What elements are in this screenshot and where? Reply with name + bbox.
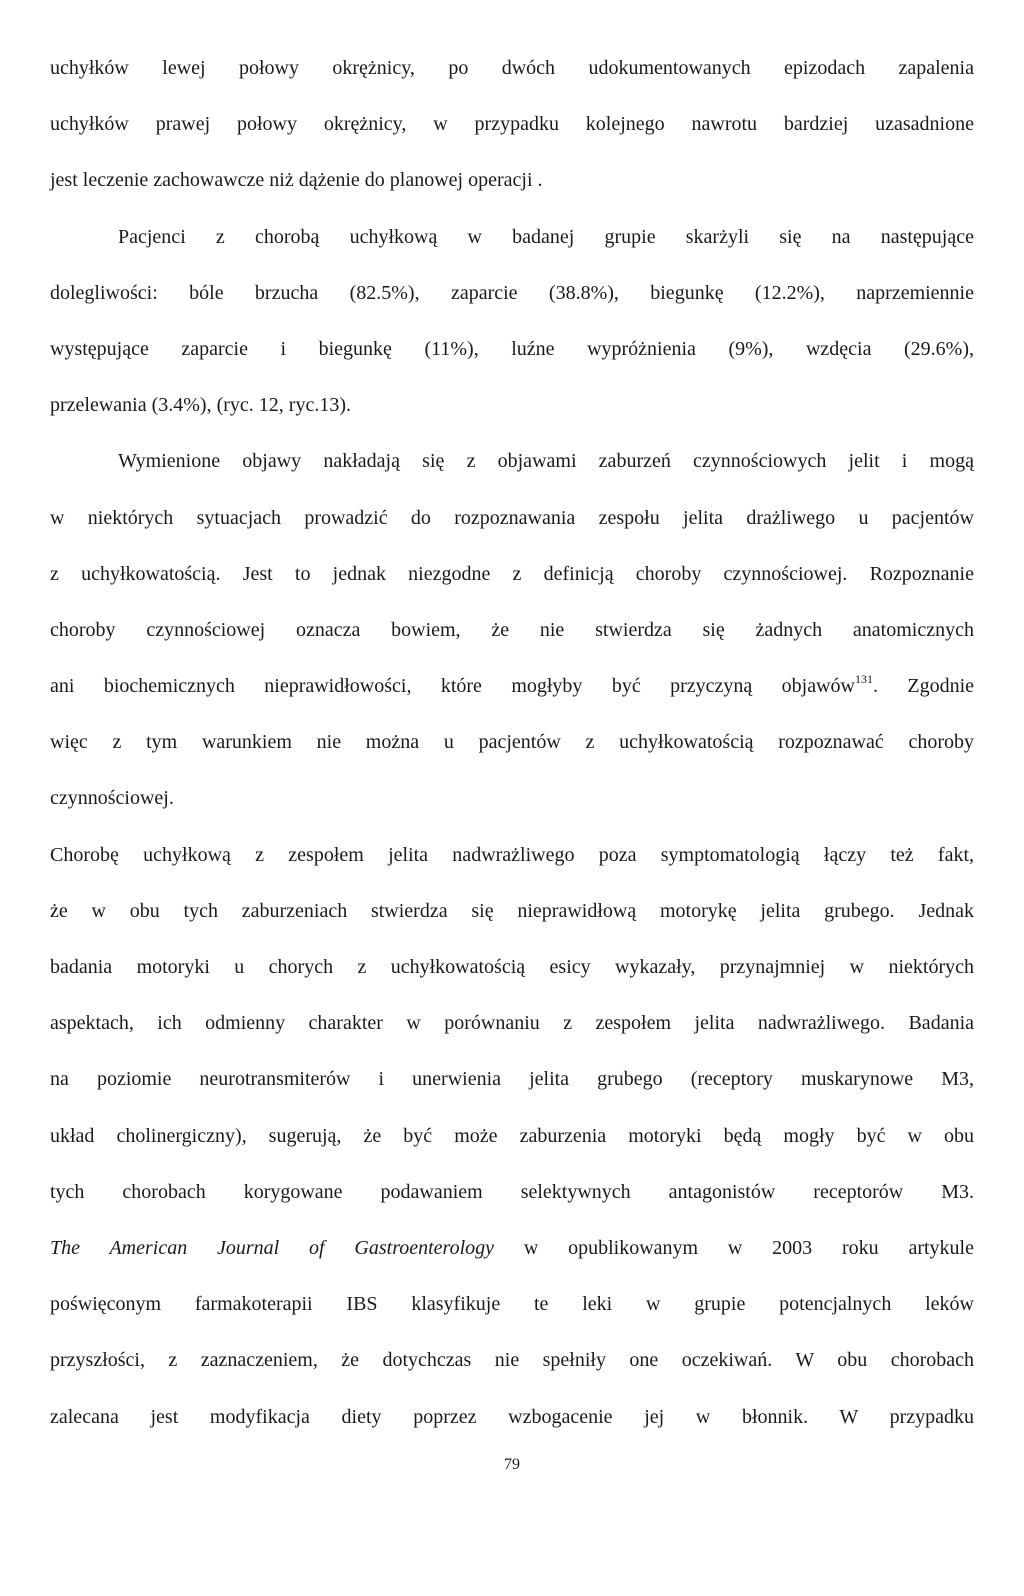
text-line: przelewania (3.4%), (ryc. 12, ryc.13). [50,394,351,417]
text-line: tych chorobach korygowane podawaniem selektywnych antagonistów receptorów M3. [50,1180,974,1203]
line-text: . Zgodnie [872,675,975,698]
text-line: więc z tym warunkiem nie można u pacjentów z uchyłkowatością rozpoznawać choroby [50,731,974,754]
text-line: Wymienione objawy nakładają się z objawami zaburzeń czynnościowych jelit i mogą [118,450,974,473]
paragraph-3 [50,433,974,826]
text-line [50,658,974,714]
citation-superscript: 131 [854,672,873,687]
text-line: jest leczenie zachowawcze niż dążenie do planowej operacji . [50,169,543,192]
document-body [50,40,974,1445]
text-line: zalecana jest modyfikacja diety poprzez wzbogacenie jej w błonnik. W przypadku [50,1405,974,1428]
text-line: uchyłków prawej połowy okrężnicy, w przypadku kolejnego nawrotu bardziej uzasadnione [50,113,974,136]
journal-title: The American Journal of Gastroenterology [50,1236,495,1259]
text-line: że w obu tych zaburzeniach stwierdza się nieprawidłową motorykę jelita grubego. Jednak [50,899,974,922]
text-line: występujące zaparcie i biegunkę (11%), luźne wypróżnienia (9%), wzdęcia (29.6%), [50,337,974,360]
text-line: dolegliwości: bóle brzucha (82.5%), zaparcie (38.8%), biegunkę (12.2%), naprzemiennie [50,281,974,304]
paragraph-1 [50,40,974,209]
text-line: układ cholinergiczny), sugerują, że być może zaburzenia motoryki będą mogły być w obu [50,1124,974,1147]
text-line: Chorobę uchyłkową z zespołem jelita nadwrażliwego poza symptomatologią łączy też fakt, [50,843,974,866]
page-number: 79 [504,1456,520,1473]
text-line: choroby czynnościowej oznacza bowiem, że nie stwierdza się żadnych anatomicznych [50,618,974,641]
text-line: czynnościowej. [50,787,174,810]
text-line: przyszłości, z zaznaczeniem, że dotychczas nie spełniły one oczekiwań. W obu chorobach [50,1349,974,1372]
text-line: z uchyłkowatością. Jest to jednak niezgodne z definicją choroby czynnościowej. Rozpoznanie [50,562,974,585]
text-line: na poziomie neurotransmiterów i unerwienia jelita grubego (receptory muskarynowe M3, [50,1068,974,1091]
paragraph-2 [50,209,974,434]
text-line: badania motoryki u chorych z uchyłkowatością esicy wykazały, przynajmniej w niektórych [50,956,974,978]
text-line: aspektach, ich odmienny charakter w porównaniu z zespołem jelita nadwrażliwego. Badania [50,1012,974,1035]
line-text: w opublikowanym w 2003 roku artykule [494,1236,974,1259]
line-text: ani biochemicznych nieprawidłowości, które mogłyby być przyczyną objawów [50,675,855,698]
paragraph-4 [50,827,974,1445]
text-line: poświęconym farmakoterapii IBS klasyfikuje te leki w grupie potencjalnych leków [50,1293,974,1316]
text-line: w niektórych sytuacjach prowadzić do rozpoznawania zespołu jelita drażliwego u pacjentów [50,506,974,529]
text-line: uchyłków lewej połowy okrężnicy, po dwóch udokumentowanych epizodach zapalenia [50,57,974,79]
text-line: Pacjenci z chorobą uchyłkową w badanej grupie skarżyli się na następujące [118,225,974,248]
text-line [50,1220,974,1276]
